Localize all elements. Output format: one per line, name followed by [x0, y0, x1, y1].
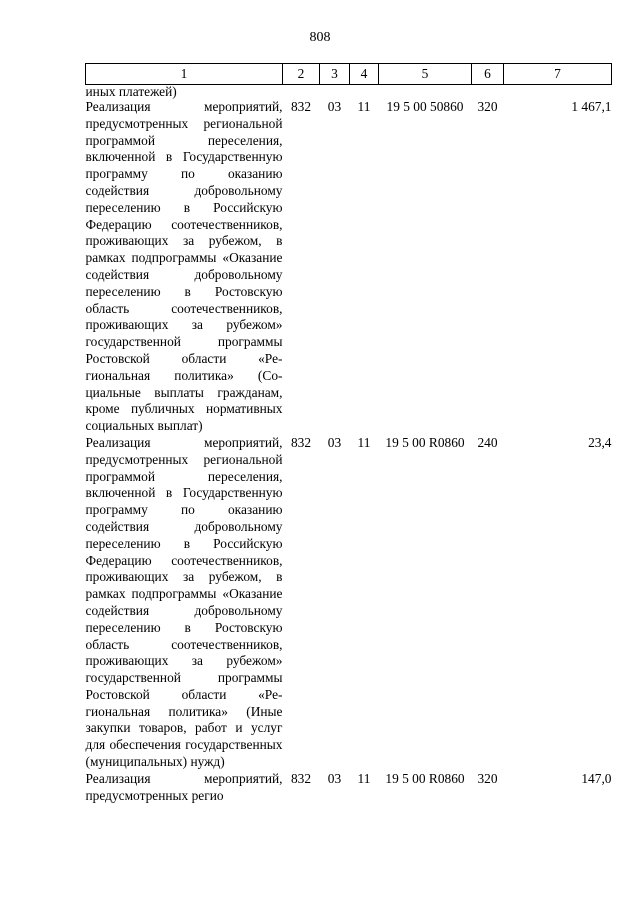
row-expense-type: 240 [477, 434, 498, 450]
header-col-3: 3 [320, 64, 350, 85]
continuation-text: иных платежей) [85, 84, 177, 99]
header-col-6: 6 [472, 64, 504, 85]
row-target-article: 19 5 00 R0860 [385, 770, 465, 786]
row-expense-type: 320 [477, 770, 498, 786]
row-subsection: 11 [357, 99, 371, 114]
row-ministry: 832 [290, 434, 312, 450]
header-col-2: 2 [283, 64, 320, 85]
budget-table [85, 63, 612, 804]
row-subsection: 11 [357, 770, 371, 786]
row-description: Реализация мероприятий, предусмотренных региональной программой переселения, включенной в Государственную программу по оказанию содействия добровольному переселению в Российскую Федерацию соотечественников, проживающих за рубежом, в рамках подпрограммы «Оказание содействия добровольному переселению в Ростовскую область соотечественников, проживающих за рубежом» государственной программы Ростовской области «Региональная политика» (Иные закупки товаров, работ и услуг для обеспечения государственных (муниципальных) нужд) [85, 434, 283, 770]
header-row [86, 64, 612, 85]
row-expense-type: 320 [477, 99, 498, 114]
row-target-article: 19 5 00 50860 [386, 99, 464, 114]
row-amount: 147,0 [581, 770, 612, 786]
header-col-4: 4 [350, 64, 379, 85]
row-subsection: 11 [357, 434, 371, 450]
row-ministry: 832 [290, 99, 312, 114]
row-amount: 23,4 [588, 434, 612, 450]
row-section: 03 [327, 770, 342, 786]
table-row [86, 771, 612, 805]
row-amount: 1 467,1 [571, 99, 612, 114]
row-target-article: 19 5 00 R0860 [385, 434, 465, 450]
row-section: 03 [327, 99, 342, 114]
table-row [86, 99, 612, 435]
row-description: Реализация мероприятий, предусмотренных региональной программой переселения, включенной в Государственную программу по оказанию содействия добровольному переселению в Российскую Федерацию соотечественников, проживающих за рубежом, в рамках подпрограммы «Оказание содействия добровольному переселению в Ростовскую область соотечественников, проживающих за рубежом» государственной программы Ростовской области «Региональная политика» (Социальные выплаты гражданам, кроме публичных нормативных социальных выплат) [85, 99, 283, 434]
page-number: 808 [309, 30, 331, 45]
header-col-5: 5 [379, 64, 472, 85]
row-description: Реализация мероприятий, предусмотренных регио [85, 770, 283, 803]
row-section: 03 [327, 434, 342, 450]
row-ministry: 832 [290, 770, 312, 786]
header-col-1: 1 [86, 64, 283, 85]
header-col-7: 7 [504, 64, 612, 85]
table-row [86, 435, 612, 771]
continuation-row [86, 85, 612, 100]
